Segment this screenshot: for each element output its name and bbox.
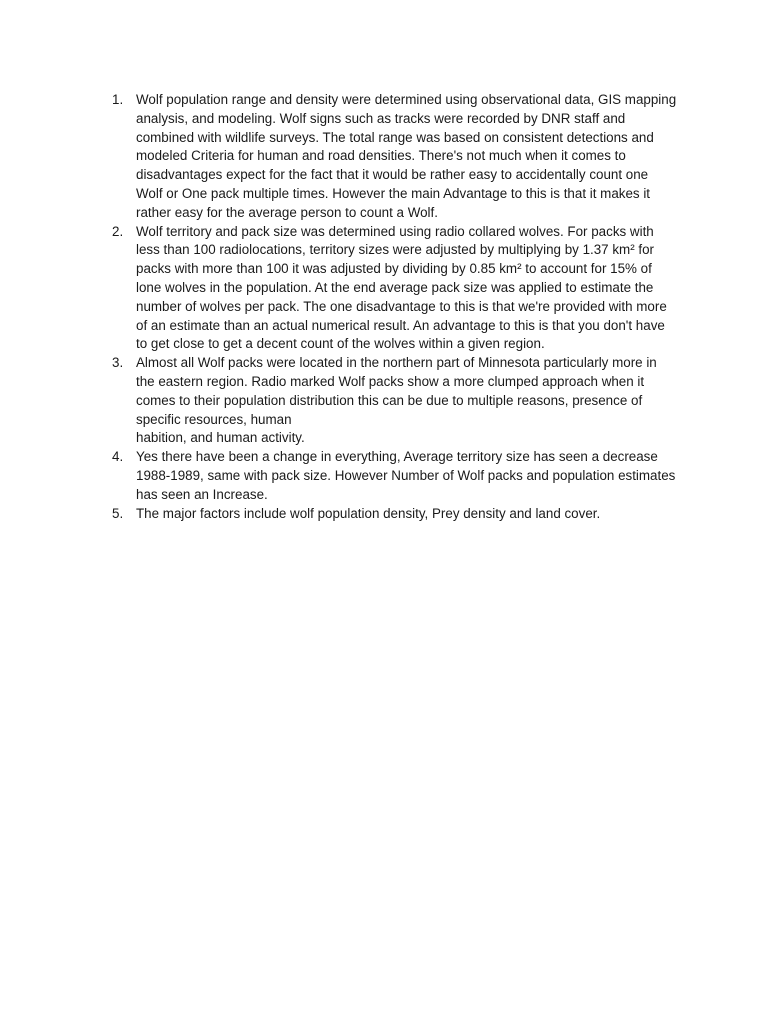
answer-text: Yes there have been a change in everything, Average territory size has seen a decrease 1988-1989, same with pack size. However Number of Wolf packs and population estimates has seen an Increase. — [136, 449, 676, 502]
answer-text: Almost all Wolf packs were located in the northern part of Minnesota particularly more in the eastern region. Radio marked Wolf packs show a more clumped approach when it comes to their population distribution this can be due to multiple reasons, presence of specific resources, human habition, and human activity. — [136, 355, 657, 446]
answer-item-4 — [112, 448, 678, 504]
answer-item-1 — [112, 91, 678, 223]
answer-text: Wolf population range and density were determined using observational data, GIS mapping analysis, and modeling. Wolf signs such as tracks were recorded by DNR staff and combined with wildlife surveys. The total range was based on consistent detections and modeled Criteria for human and road densities. There's not much when it comes to disadvantages expect for the fact that it would be rather easy to accidentally count one Wolf or One pack multiple times. However the main Advantage to this is that it makes it rather easy for the average person to count a Wolf. — [136, 92, 677, 220]
answer-item-5 — [112, 505, 678, 524]
answer-number: 1. — [112, 92, 124, 107]
answer-list — [112, 91, 678, 523]
answer-number: 4. — [112, 449, 124, 465]
answer-number: 5. — [112, 505, 124, 521]
answer-text: The major factors include wolf population density, Prey density and land cover. — [136, 505, 601, 521]
answer-number: 2. — [112, 223, 124, 239]
answer-number: 3. — [112, 355, 124, 371]
answer-item-3 — [112, 354, 678, 448]
answer-item-2 — [112, 223, 678, 355]
answer-text: Wolf territory and pack size was determined using radio collared wolves. For packs with less than 100 radiolocations, territory sizes were adjusted by multiplying by 1.37 km² for packs with more than 100 it was adjusted by dividing by 0.85 km² to account for 15% of lone wolves in the population. At the end average pack size was applied to estimate the number of wolves per pack. The one disadvantage to this is that we're provided with more of an estimate than an actual numerical result. An advantage to this is that you don't have to get close to get a decent count of the wolves within a given region. — [136, 223, 667, 352]
